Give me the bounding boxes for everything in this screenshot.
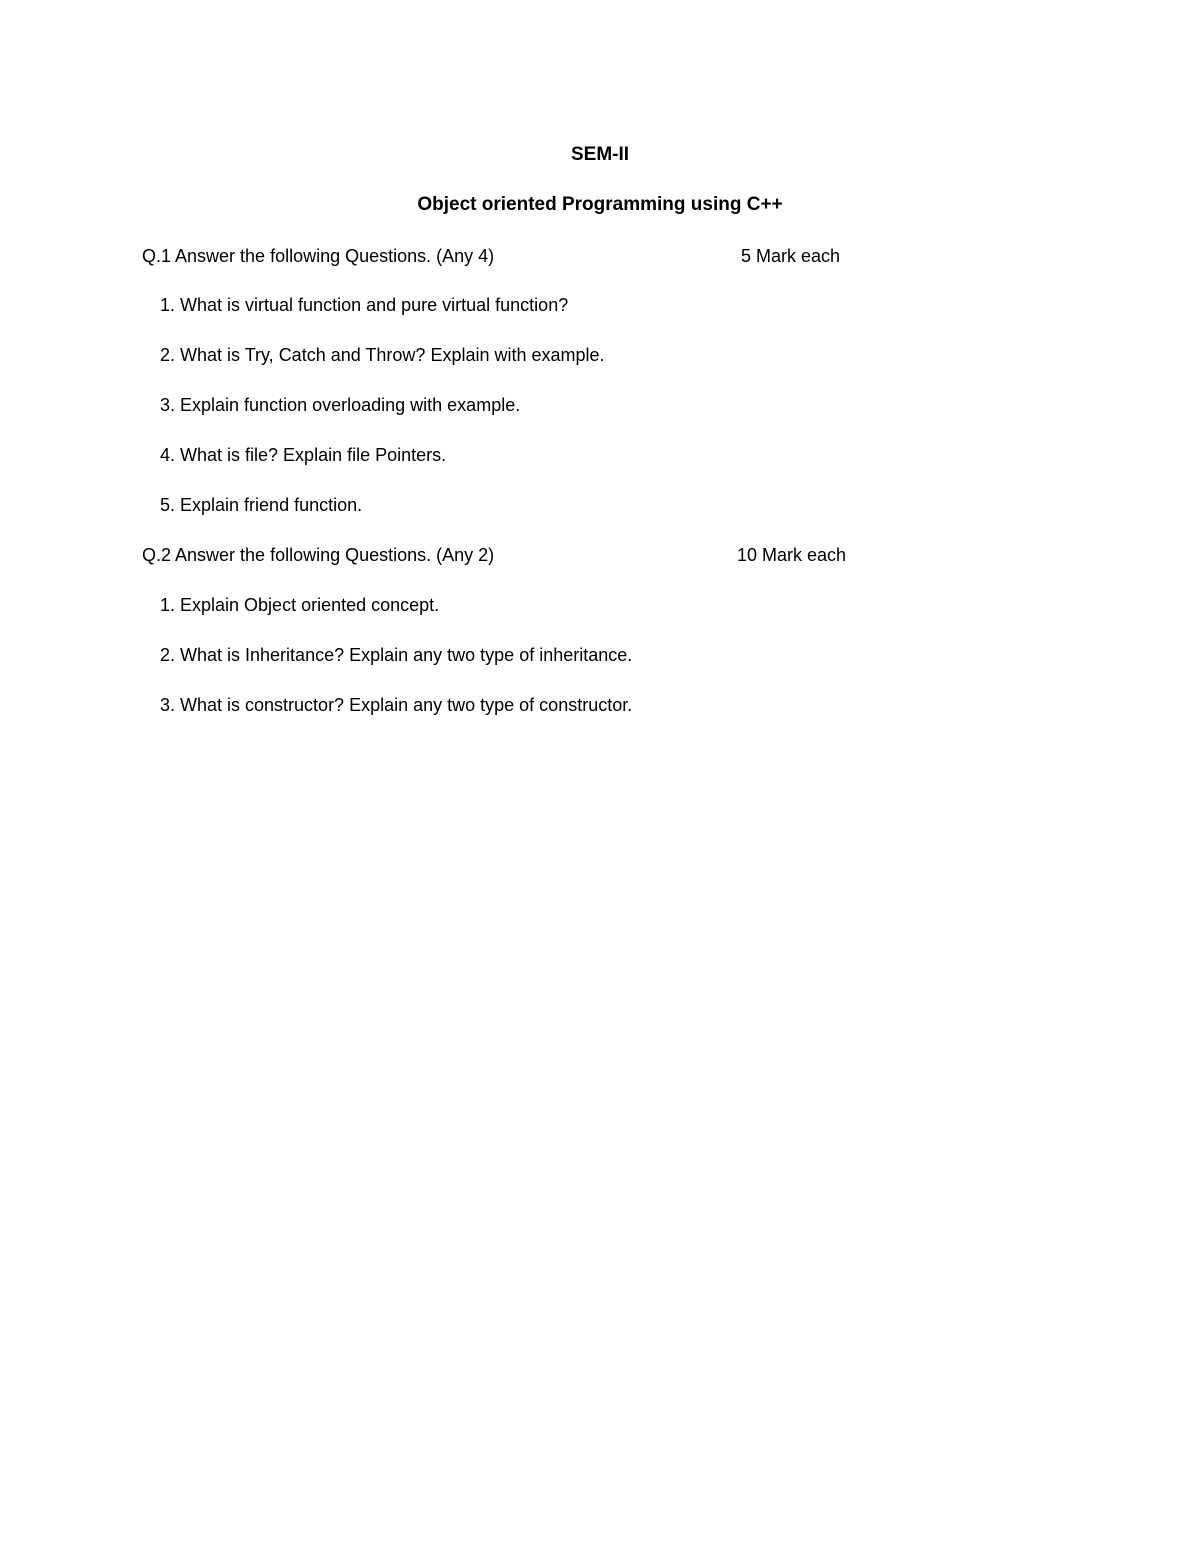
question-1-list (160, 293, 605, 543)
subject-title: Object oriented Programming using C++ (417, 194, 783, 215)
question-1-marks: 5 Mark each (741, 246, 841, 266)
list-item: 5. Explain friend function. (160, 495, 363, 515)
question-2-heading: Q.2 Answer the following Questions. (Any 2) (142, 545, 495, 565)
list-item: 2. What is Try, Catch and Throw? Explain with example. (160, 345, 605, 365)
list-item: 1. Explain Object oriented concept. (160, 595, 440, 615)
question-2-list (160, 593, 632, 743)
question-2-marks: 10 Mark each (737, 545, 847, 565)
list-item: 3. Explain function overloading with example. (160, 395, 521, 415)
semester-title: SEM-II (570, 144, 630, 165)
list-item: 3. What is constructor? Explain any two type of constructor. (160, 695, 633, 715)
list-item: 4. What is file? Explain file Pointers. (160, 445, 447, 465)
list-item: 1. What is virtual function and pure virtual function? (160, 295, 569, 315)
question-1-heading: Q.1 Answer the following Questions. (Any 4) (142, 246, 495, 266)
list-item: 2. What is Inheritance? Explain any two type of inheritance. (160, 645, 633, 665)
